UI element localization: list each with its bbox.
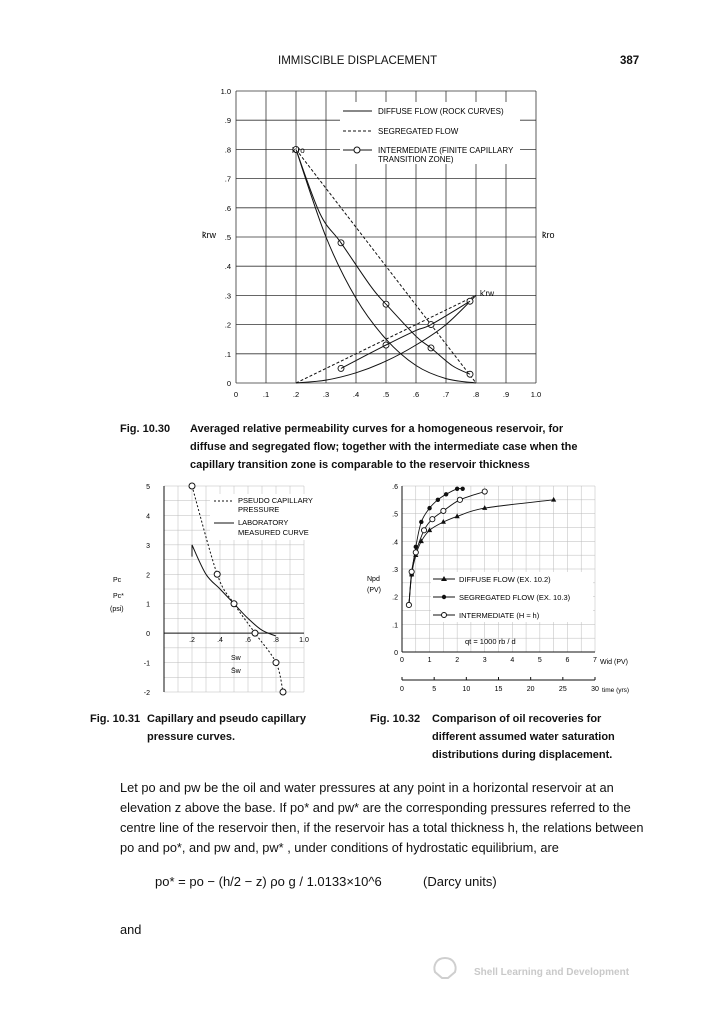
- fig1032-caption-line: distributions during displacement.: [432, 749, 613, 761]
- fig1032-rate-note: qt = 1000 rb / d: [465, 637, 516, 646]
- fig1032-chart: [365, 478, 655, 703]
- fig1030-x-tick-label: .6: [412, 390, 420, 399]
- fig1031-caption-line: Capillary and pseudo capillary: [147, 713, 306, 725]
- page-number: 387: [620, 55, 640, 67]
- fig1032-time-tick-label: 15: [494, 686, 503, 693]
- fig1031-pseudo-point: [273, 660, 279, 666]
- fig1030-x-tick-label: 1.0: [530, 390, 542, 399]
- equation: [155, 856, 615, 916]
- fig1030-legend-marker-intermediate: [354, 147, 360, 153]
- fig1032-time-tick-label: 30: [591, 686, 599, 693]
- fig1032-segregated-point: [436, 498, 440, 502]
- fig1030-caption-line: Averaged relative permeability curves for a homogeneous reservoir, for: [190, 423, 564, 435]
- fig1030-legend-intermediate-2: TRANSITION ZONE): [378, 155, 454, 164]
- fig1030-intermediate-point: [467, 371, 473, 377]
- fig1032-x-unit: Wid (PV): [600, 659, 628, 666]
- fig1032-x-tick-label: 3: [482, 657, 487, 664]
- fig1032-segregated-point: [455, 487, 459, 491]
- fig1032-x-tick-label: 5: [537, 657, 542, 664]
- fig1031-caption: [147, 710, 347, 746]
- fig1031-caption-label: Fig. 10.31: [90, 713, 141, 725]
- fig1030-y-tick-label: 0: [226, 379, 231, 388]
- fig1030-y-tick-label: .9: [224, 116, 231, 126]
- fig1032-legend-segregated: SEGREGATED FLOW (EX. 10.3): [459, 593, 571, 602]
- fig1031-pseudo-point: [189, 483, 195, 489]
- fig1031-y-tick-label: -2: [143, 690, 150, 697]
- fig1031-pseudo-point: [214, 571, 220, 577]
- fig1031-y-tick-label: 2: [146, 572, 150, 580]
- fig1030-x-tick-label: .1: [262, 390, 270, 399]
- fig1030-x-tick-label: .2: [292, 390, 300, 399]
- fig1032-segregated-point: [427, 506, 431, 510]
- fig1030-x-tick-label: .5: [382, 390, 390, 399]
- fig1030-caption-line: diffuse and segregated flow; together with the intermediate case when the: [190, 441, 578, 453]
- fig1031-pseudo-point: [231, 601, 237, 607]
- fig1031-x-tick-label: .4: [217, 637, 223, 645]
- fig1032-legend-diffuse: DIFFUSE FLOW (EX. 10.2): [459, 575, 551, 584]
- fig1032-time-tick-label: 5: [432, 686, 437, 693]
- fig1031-y-tick-label: 5: [146, 484, 150, 491]
- fig1032-intermediate-point: [406, 602, 411, 607]
- fig1030-caption-label: Fig. 10.30: [120, 423, 171, 435]
- fig1032-intermediate-point: [441, 508, 446, 513]
- fig1031-y-tick-label: 1: [146, 601, 150, 609]
- fig1030-x-tick-label: .3: [322, 390, 330, 399]
- fig1030-left-axis-label: k̄rw: [202, 230, 216, 240]
- fig1032-x-tick-label: 0: [400, 657, 404, 664]
- fig1032-intermediate-point: [457, 497, 462, 502]
- fig1032-intermediate-point: [421, 528, 426, 533]
- watermark: [432, 956, 672, 986]
- fig1032-legend-intermediate: INTERMEDIATE (H ≈ h): [459, 611, 540, 620]
- fig1031-chart: [110, 478, 340, 703]
- fig1032-legend-marker-intermediate: [442, 613, 447, 618]
- fig1032-y-tick-label: .1: [392, 622, 398, 630]
- fig1032-time-tick-label: 10: [462, 686, 471, 693]
- fig1031-y-tick-label: 3: [146, 542, 150, 550]
- fig1031-legend-pseudo-1: PSEUDO CAPILLARY: [238, 496, 313, 505]
- shell-logo-icon: [432, 956, 458, 980]
- fig1032-intermediate-point: [430, 517, 435, 522]
- fig1032-legend-marker-segregated: [442, 595, 446, 599]
- fig1030-x-tick-label: .4: [352, 390, 360, 399]
- watermark-text: Shell Learning and Development: [474, 967, 630, 978]
- fig1030-x-tick-label: .7: [442, 390, 450, 399]
- chapter-title: IMMISCIBLE DISPLACEMENT: [278, 55, 438, 67]
- fig1030-y-tick-label: .8: [224, 145, 231, 155]
- fig1030-chart: [180, 80, 600, 410]
- fig1030-caption-line: capillary transition zone is comparable to the reservoir thickness: [190, 459, 530, 471]
- fig1030-y-tick-label: .2: [224, 320, 231, 330]
- fig1030-right-axis-label: k̄ro: [542, 230, 555, 240]
- fig1032-y-tick-label: .5: [392, 511, 398, 519]
- fig1032-y-tick-label: 0: [394, 650, 398, 657]
- fig1032-caption-label: Fig. 10.32: [370, 713, 421, 725]
- fig1030-series: [293, 146, 476, 383]
- fig1031-pseudo-point: [252, 630, 258, 636]
- fig1030-x-tick-label: 0: [233, 390, 239, 399]
- fig1030-legend-intermediate-1: INTERMEDIATE (FINITE CAPILLARY: [378, 146, 514, 155]
- fig1032-y-tick-label: .2: [392, 594, 398, 602]
- fig1031-x-tick-label: .6: [245, 637, 251, 645]
- fig1030-y-tick-label: .4: [224, 262, 231, 272]
- page-header: [0, 55, 723, 71]
- fig1032-intermediate-point: [413, 550, 418, 555]
- fig1031-ylabel-1: Pc: [113, 577, 122, 584]
- fig1031-ylabel-2: Pc*: [113, 593, 124, 600]
- fig1031-legend-pseudo-2: PRESSURE: [238, 505, 280, 514]
- fig1031-x-tick-label: 1.0: [299, 637, 309, 645]
- fig1031-ylabel-3: (psi): [110, 606, 124, 613]
- fig1032-caption-line: Comparison of oil recoveries for: [432, 713, 602, 725]
- fig1031-x-tick-label: .8: [273, 637, 279, 645]
- fig1032-caption-line: different assumed water saturation: [432, 731, 615, 743]
- fig1031-y-tick-label: -1: [143, 660, 150, 668]
- fig1032-time-unit: time (yrs): [602, 687, 630, 694]
- fig1031-caption-line: pressure curves.: [147, 731, 236, 743]
- equation-text: po* = po − (h/2 − z) ρo g / 1.0133×10^6: [155, 874, 382, 889]
- fig1031-legend-lab-1: LABORATORY: [238, 518, 289, 527]
- fig1030-x-tick-label: .9: [502, 390, 510, 399]
- fig1030-legend-segregated: SEGREGATED FLOW: [378, 127, 459, 136]
- fig1032-time-tick-label: 0: [400, 686, 404, 693]
- fig1030-annot-krw: k'rw: [480, 289, 494, 298]
- fig1032-time-tick-label: 20: [526, 686, 535, 693]
- fig1032-segregated-point: [444, 492, 448, 496]
- equation-units: (Darcy units): [423, 874, 497, 889]
- fig1030-caption: [190, 420, 650, 474]
- body-text: [120, 778, 650, 858]
- fig1032-segregated-point: [460, 487, 464, 491]
- fig1032-intermediate-point: [409, 569, 414, 574]
- fig1031-xlabel-1: Sw: [231, 655, 241, 662]
- fig1032-x-tick-label: 2: [455, 657, 460, 664]
- fig1032-segregated-point: [419, 520, 423, 524]
- fig1032-y-tick-label: .3: [392, 567, 398, 574]
- fig1032-time-tick-label: 25: [558, 686, 567, 693]
- fig1031-pseudo-point: [280, 689, 286, 695]
- fig1032-diffuse-point: [551, 497, 556, 502]
- fig1032-x-tick-label: 6: [565, 657, 570, 664]
- fig1030-y-tick-label: .3: [224, 291, 231, 301]
- fig1030-y-tick-label: .7: [224, 174, 231, 184]
- fig1031-y-tick-label: 4: [146, 513, 150, 521]
- fig1032-x-tick-label: 7: [593, 657, 597, 664]
- fig1030-y-tick-label: 1.0: [220, 87, 231, 96]
- and-text: and: [120, 922, 142, 937]
- fig1032-x-tick-label: 4: [510, 657, 515, 664]
- fig1031-legend-lab-2: MEASURED CURVE: [238, 528, 309, 537]
- fig1031-y-tick-label: 0: [146, 631, 150, 639]
- fig1030-x-tick-label: .8: [472, 390, 480, 399]
- fig1030-y-tick-label: .6: [224, 203, 231, 213]
- fig1032-caption: [432, 710, 662, 764]
- fig1031-x-tick-label: .2: [189, 637, 195, 645]
- fig1032-intermediate-point: [482, 489, 487, 494]
- fig1030-y-tick-label: .5: [224, 233, 231, 242]
- fig1030-y-tick-label: .1: [224, 349, 231, 359]
- fig1032-ylabel-2: (PV): [367, 587, 381, 594]
- fig1030-legend-diffuse: DIFFUSE FLOW (ROCK CURVES): [378, 107, 504, 116]
- fig1032-diffuse-point: [427, 527, 432, 532]
- fig1032-x-tick-label: 1: [427, 657, 432, 664]
- fig1031-xlabel-2: S̄w: [231, 668, 241, 675]
- fig1032-y-tick-label: .6: [392, 484, 398, 491]
- body-paragraph: Let po and pw be the oil and water pressures at any point in a horizontal reservoir at an elevation z above the base. If po* and pw* are the corresponding pressures referred to the centre line of the reservoir then, if the reservoir has a total thickness h, the relations between po and po*, and pw and, pw* , under conditions of hydrostatic equilibrium, are: [120, 780, 644, 855]
- fig1032-ylabel-1: Npd: [367, 576, 380, 583]
- fig1030-annot-kro: k'ro: [292, 146, 305, 155]
- fig1032-y-tick-label: .4: [392, 539, 398, 547]
